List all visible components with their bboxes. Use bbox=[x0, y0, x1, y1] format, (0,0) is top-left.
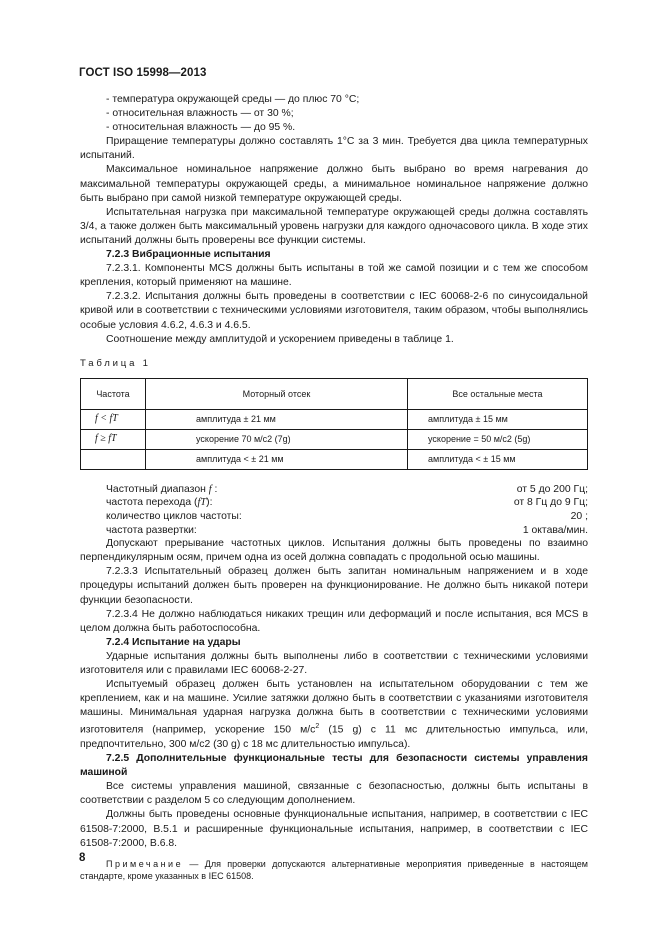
parameter-value: 1 октава/мин. bbox=[522, 524, 588, 536]
parameter-label: количество циклов частоты: bbox=[106, 510, 242, 522]
paragraph-ratio: Соотношение между амплитудой и ускорением приведены в таблице 1. bbox=[106, 333, 454, 345]
paragraph-7234: 7.2.3.4 Не должно наблюдаться никаких трещин или деформаций и после испытания, вся MCS в целом должна быть работоспособна. bbox=[80, 608, 588, 634]
paragraph-voltage: Максимальное номинальное напряжение должно быть выбрано во время нагревания до максимальной температуры окружающей среды, а минимальное номинальное напряжение должно быть выбрано при самой низкой температуре окружающей среды. bbox=[80, 164, 588, 204]
bullet-item: - относительная влажность — от 30 %; bbox=[106, 108, 294, 120]
table-header-row bbox=[81, 378, 588, 409]
paragraph-7231: 7.2.3.1. Компоненты MCS должны быть испытаны в той же самой позиции и с тем же способом крепления, который применяют на машине. bbox=[80, 263, 588, 289]
parameter-value: от 5 до 200 Гц; bbox=[516, 483, 588, 495]
section-heading-724: 7.2.4 Испытание на удары bbox=[106, 636, 241, 648]
table-cell: f < fT bbox=[81, 409, 146, 429]
parameter-value: от 8 Гц до 9 Гц; bbox=[513, 497, 588, 509]
table-cell: амплитуда ± 15 мм bbox=[408, 409, 588, 429]
parameter-label: Частотный диапазон f : bbox=[106, 483, 218, 495]
parameter-row bbox=[80, 510, 588, 524]
page-number: 8 bbox=[79, 852, 86, 864]
table-cell: амплитуда < ± 21 мм bbox=[146, 449, 408, 469]
parameter-label: частота перехода (fT): bbox=[106, 497, 213, 509]
paragraph-interrupt: Допускают прерывание частотных циклов. Испытания должны быть проведены по взаимно перпендикулярным осям, причем одна из осей должна совпадать с продольной осью машины. bbox=[80, 538, 588, 564]
table-cell: ускорение = 50 м/с2 (5g) bbox=[408, 429, 588, 449]
section-heading-723: 7.2.3 Вибрационные испытания bbox=[106, 249, 271, 261]
document-header: ГОСТ ISO 15998—2013 bbox=[79, 67, 207, 79]
table-caption: Таблица 1 bbox=[80, 357, 151, 369]
paragraph-load: Испытательная нагрузка при максимальной температуре окружающей среды должна составлять 3/4, а также должен быть максимальный уровень нагрузки для каждого одночасового цикла. В ходе этих испытаний должны быть проверены все функции системы. bbox=[80, 206, 588, 246]
vibration-table bbox=[80, 378, 588, 470]
note-label: Примечание bbox=[106, 858, 184, 869]
parameter-row bbox=[80, 496, 588, 510]
table-cell: ускорение 70 м/с2 (7g) bbox=[146, 429, 408, 449]
paragraph-shock-1: Ударные испытания должны быть выполнены либо в соответствии с техническими условиями изготовителя или с правилами IEC 60068-2-27. bbox=[80, 650, 588, 676]
bullet-item: - относительная влажность — до 95 %. bbox=[106, 122, 296, 134]
table-row bbox=[81, 449, 588, 469]
paragraph-temp-increment: Приращение температуры должно составлять 1°С за 3 мин. Требуется два цикла температурных испытаний. bbox=[80, 136, 588, 162]
table-cell: f ≥ fT bbox=[81, 429, 146, 449]
table-cell: амплитуда ± 21 мм bbox=[146, 409, 408, 429]
paragraph-additional-2: Должны быть проведены основные функциональные испытания, например, в соответствии с IEC 61508-7:2000, B.5.1 и расширенные функциональные испытания, например, в соответствии с IEC 61508-7:2000, B.6.8. bbox=[80, 809, 588, 849]
note bbox=[80, 858, 588, 882]
paragraph-7232: 7.2.3.2. Испытания должны быть проведены в соответствии с IEC 60068-2-6 по синусоидальной кривой или в соответствии с техническими условиями изготовителя, таким образом, чтобы выполнялись особые условия 4.6.2, 4.6.3 и 4.6.5. bbox=[80, 291, 588, 331]
table-row bbox=[81, 409, 588, 429]
parameter-value: 20 ; bbox=[570, 510, 588, 522]
test-parameters bbox=[80, 483, 588, 537]
paragraph-additional-1: Все системы управления машиной, связанные с безопасностью, должны быть испытаны в соответствии с разделом 5 со следующим дополнением. bbox=[80, 781, 588, 807]
table-header-cell: Частота bbox=[81, 378, 146, 409]
parameter-row bbox=[80, 483, 588, 497]
paragraph-shock-2: Испытуемый образец должен быть установлен на испытательном оборудовании с тем же креплением, как и на машине. Усилие затяжки должно быть в соответствии с указаниями изготовителя машины. Минимальная ударная нагрузка должна быть в соответствии с техническими условиями изготовителя (например, ускорение 150 $м/с^2$ (15 g) с 11 мс длительностью импульса, или, предпочтительно, 300 м/с2 (30 g) с 18 мс длительностью импульса). bbox=[80, 679, 588, 750]
document-body bbox=[80, 93, 588, 882]
table-cell: амплитуда < ± 15 мм bbox=[408, 449, 588, 469]
table-cell bbox=[81, 449, 146, 469]
parameter-label: частота развертки: bbox=[106, 524, 197, 536]
table-header-cell: Моторный отсек bbox=[146, 378, 408, 409]
section-heading-725: 7.2.5 Дополнительные функциональные тесты для безопасности системы управления машиной bbox=[80, 753, 588, 779]
bullet-item: - температура окружающей среды — до плюс 70 °С; bbox=[106, 94, 360, 105]
parameter-row bbox=[80, 524, 588, 538]
table-row bbox=[81, 429, 588, 449]
note-text: — Для проверки допускаются альтернативные мероприятия приведенные в настоящем стандарте, кроме указанных в IEC 61508. bbox=[80, 858, 588, 881]
table-header-cell: Все остальные места bbox=[408, 378, 588, 409]
paragraph-7233: 7.2.3.3 Испытательный образец должен быть запитан номинальным напряжением и в ходе процедуры испытаний должен быть проверен на функционирование. Не должно быть никакой потери функции безопасности. bbox=[80, 566, 588, 606]
